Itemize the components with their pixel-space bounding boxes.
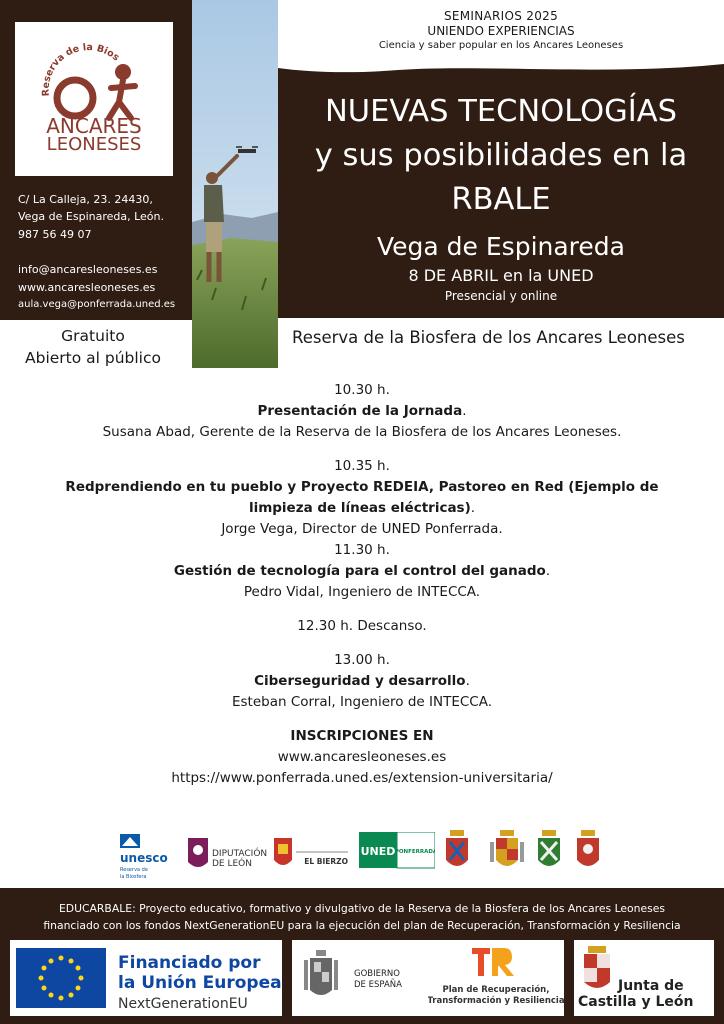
sidebar (0, 0, 192, 320)
svg-text:Junta de: Junta de (618, 978, 684, 994)
seminar-subtitle: UNIENDO EXPERIENCIAS (427, 24, 575, 38)
svg-text:DE LEÓN: DE LEÓN (212, 859, 252, 869)
program-time: 13.00 h. (334, 652, 390, 668)
svg-text:Castilla y León: Castilla y León (578, 994, 694, 1010)
diputacion-leon-logo (186, 832, 268, 880)
footer-line1: EDUCARBALE: Proyecto educativo, formativo y divulgativo de la Reserva de la Biosfera de los Ancares Leoneses (58, 902, 666, 915)
unesco-logo (120, 834, 176, 880)
program-title: Gestión de tecnología para el control del ganado (173, 563, 546, 579)
svg-text:Reserva de: Reserva de (120, 867, 148, 873)
program-time: 10.30 h. (334, 382, 390, 398)
svg-text:Financiado por: Financiado por (118, 953, 261, 973)
logo-line2: LEONESES (46, 134, 142, 155)
program-item: 11.30 h. Gestión de tecnología para el control del ganado. Pedro Vidal, Ingeniero de INTECCA. (0, 540, 724, 603)
bierzo-logo (272, 832, 352, 880)
municipal-shield-4 (575, 830, 601, 880)
program-speaker: Jorge Vega, Director de UNED Ponferrada. (221, 521, 503, 537)
event-place: Vega de Espinareda (377, 232, 625, 261)
svg-text:Reserva de la Biosfera (15, 22, 122, 97)
svg-text:DE ESPAÑA: DE ESPAÑA (354, 980, 402, 990)
svg-text:Plan de Recuperación,: Plan de Recuperación, (442, 985, 550, 995)
logo-line1: ANCARES (46, 114, 142, 138)
phone: 987 56 49 07 (18, 227, 92, 241)
ancares-logo-mark (15, 22, 173, 176)
email-link[interactable]: info@ancaresleoneses.es (18, 263, 158, 277)
registration-url2[interactable]: https://www.ponferrada.uned.es/extension-universitaria/ (171, 770, 553, 786)
address-line2: Vega de Espinareda, León. (18, 210, 165, 224)
program-speaker: Susana Abad, Gerente de la Reserva de la Biosfera de los Ancares Leoneses. (102, 424, 622, 440)
svg-text:DIPUTACIÓN: DIPUTACIÓN (212, 849, 268, 859)
program-title: Redprendiendo en tu pueblo y Proyecto REDEIA, Pastoreo en Red (Ejemplo de limpieza de líneas eléctricas) (65, 479, 659, 516)
svg-text:Transformación y Resiliencia: Transformación y Resiliencia (428, 996, 564, 1006)
reserve-name: Reserva de la Biosfera de los Ancares Leoneses (292, 328, 685, 347)
ancares-logo (15, 22, 173, 176)
program-item: 10.35 h. Redprendiendo en tu pueblo y Proyecto REDEIA, Pastoreo en Red (Ejemplo de limpieza de líneas eléctricas). Jorge Vega, Director de UNED Ponferrada. (0, 456, 724, 540)
seminar-series: SEMINARIOS 2025 (443, 9, 559, 23)
uned-logo (359, 832, 435, 872)
svg-text:la Unión Europea: la Unión Europea (118, 973, 282, 993)
footer-text (0, 900, 724, 934)
gobierno-espana-logo (292, 940, 428, 1016)
title-line3: RBALE (451, 182, 551, 217)
footer-line2: financiado con los fondos NextGenerationEU para la ejecución del plan de Recuperación, Transformación y Resiliencia (43, 919, 681, 932)
plan-recuperacion-logo (428, 940, 564, 1016)
email2-link[interactable]: aula.vega@ponferrada.uned.es (18, 299, 176, 311)
svg-text:unesco: unesco (120, 851, 168, 865)
program-speaker: Esteban Corral, Ingeniero de INTECCA. (231, 694, 492, 710)
title-line2: y sus posibilidades en la (314, 138, 688, 173)
free-label: Gratuito (61, 327, 125, 345)
svg-text:PONFERRADA: PONFERRADA (394, 849, 435, 855)
svg-text:GOBIERNO: GOBIERNO (354, 969, 400, 979)
svg-text:EL BIERZO: EL BIERZO (304, 857, 348, 866)
event-mode: Presencial y online (444, 289, 558, 303)
event-title (278, 90, 724, 222)
svg-text:UNED: UNED (360, 845, 396, 858)
program-item: 10.30 h. Presentación de la Jornada. Susana Abad, Gerente de la Reserva de la Biosfera de los Ancares Leoneses. (0, 380, 724, 443)
program-speaker: Pedro Vidal, Ingeniero de INTECCA. (243, 584, 481, 600)
registration-url1[interactable]: www.ancaresleoneses.es (277, 749, 447, 765)
event-date: 8 DE ABRIL en la UNED (408, 266, 594, 285)
access-info (0, 325, 186, 369)
municipal-shield-1 (444, 830, 470, 880)
seminar-tagline: Ciencia y saber popular en los Ancares Leoneses (378, 40, 624, 51)
logo-arc-text: Reserva de la Bios (40, 42, 122, 97)
program-break: 12.30 h. Descanso. (297, 618, 427, 634)
program-time: 11.30 h. (334, 542, 390, 558)
municipal-shield-2 (488, 830, 526, 880)
eu-funding-logo (10, 940, 282, 1016)
municipal-shield-3 (536, 830, 562, 880)
junta-cyl-logo (574, 940, 714, 1016)
address-line1: C/ La Calleja, 23. 24430, (18, 193, 153, 206)
title-block (278, 60, 724, 318)
partner-logos (0, 826, 724, 884)
contact-info (18, 191, 175, 313)
program-item: 13.00 h. Ciberseguridad y desarrollo. Esteban Corral, Ingeniero de INTECCA. (0, 650, 724, 713)
program-title: Presentación de la Jornada (257, 403, 463, 419)
program (0, 380, 724, 789)
website-link[interactable]: www.ancaresleoneses.es (18, 280, 156, 294)
open-label: Abierto al público (25, 349, 161, 367)
registration-heading: INSCRIPCIONES EN (290, 728, 434, 744)
drone-photo (192, 0, 278, 368)
svg-text:NextGenerationEU: NextGenerationEU (118, 996, 248, 1012)
program-title: Ciberseguridad y desarrollo (254, 673, 466, 689)
title-line1: NUEVAS TECNOLOGÍAS (324, 94, 678, 129)
program-time: 10.35 h. (334, 458, 390, 474)
svg-text:la Biosfera: la Biosfera (120, 874, 147, 880)
